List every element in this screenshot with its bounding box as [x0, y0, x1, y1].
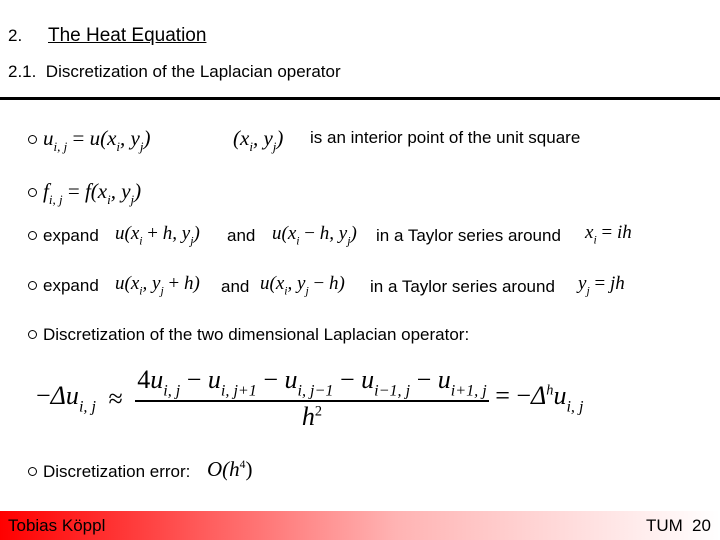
formula-point: ($x_i$, $y_j$): [233, 126, 284, 154]
bullet-icon: [28, 467, 37, 476]
footer-page-number: 20: [692, 516, 711, 535]
bullet-icon: [28, 231, 37, 240]
header-rule: [0, 97, 720, 100]
laplacian-intro: Discretization of the two dimensional Laplacian operator:: [28, 325, 469, 345]
formula-u-yminus: $u(x_i$, $y_j - h$): [260, 273, 345, 298]
formula-xi-ih: $x_i$ = ih: [585, 222, 632, 247]
bullet-icon: [28, 188, 37, 197]
formula-u-ij: $u_{i, j} = u(x_i$, $y_j$): [43, 126, 151, 154]
bullet-icon: [28, 281, 37, 290]
item-expand-y: expand: [28, 276, 99, 296]
footer-bar: [0, 511, 720, 540]
formula-f-ij: $f_{i, j} = f(x_i$, $y_j$): [43, 179, 142, 207]
error-order: $O(h^4)$: [207, 457, 253, 481]
laplacian-formula: $-\Delta u_{i, j}$ ≈ $\frac{4u_{i, j} - u_{i, j+1} - u_{i, j-1} - u_{i-1, j} - u_{i+1, j}}{h^2}$ = $-\Delta^hu_{i, j}$: [36, 365, 584, 431]
taylor-text-2: in a Taylor series around: [370, 277, 555, 296]
section-number: 2.: [8, 26, 23, 45]
section-title: The Heat Equation: [48, 25, 207, 46]
error-label: Discretization error:: [28, 462, 190, 482]
item-grid-value: [28, 126, 151, 155]
bullet-icon: [28, 135, 37, 144]
formula-u-yplus: $u(x_i$, $y_j + h$): [115, 273, 200, 298]
item-expand-x: expand: [28, 226, 99, 246]
interior-point-text: is an interior point of the unit square: [310, 128, 581, 147]
footer-author: Tobias Köppl: [8, 516, 106, 535]
footer-org: TUM: [646, 516, 683, 535]
taylor-text-1: in a Taylor series around: [376, 226, 561, 245]
subsection-title: 2.1. Discretization of the Laplacian operator: [8, 62, 341, 81]
formula-yj-jh: $y_j$ = jh: [578, 273, 625, 298]
and-label-1: and: [227, 226, 256, 245]
formula-u-xplus: $u(x_i + h$, $y_j$): [115, 223, 200, 248]
item-source-value: [28, 179, 141, 208]
stencil-fraction: $\frac{4u_{i, j} - u_{i, j+1} - u_{i, j-1} - u_{i-1, j} - u_{i+1, j}}{h^2}$: [137, 365, 487, 431]
formula-u-xminus: $u(x_i - h$, $y_j$): [272, 223, 357, 248]
bullet-icon: [28, 330, 37, 339]
and-label-2: and: [221, 277, 250, 296]
